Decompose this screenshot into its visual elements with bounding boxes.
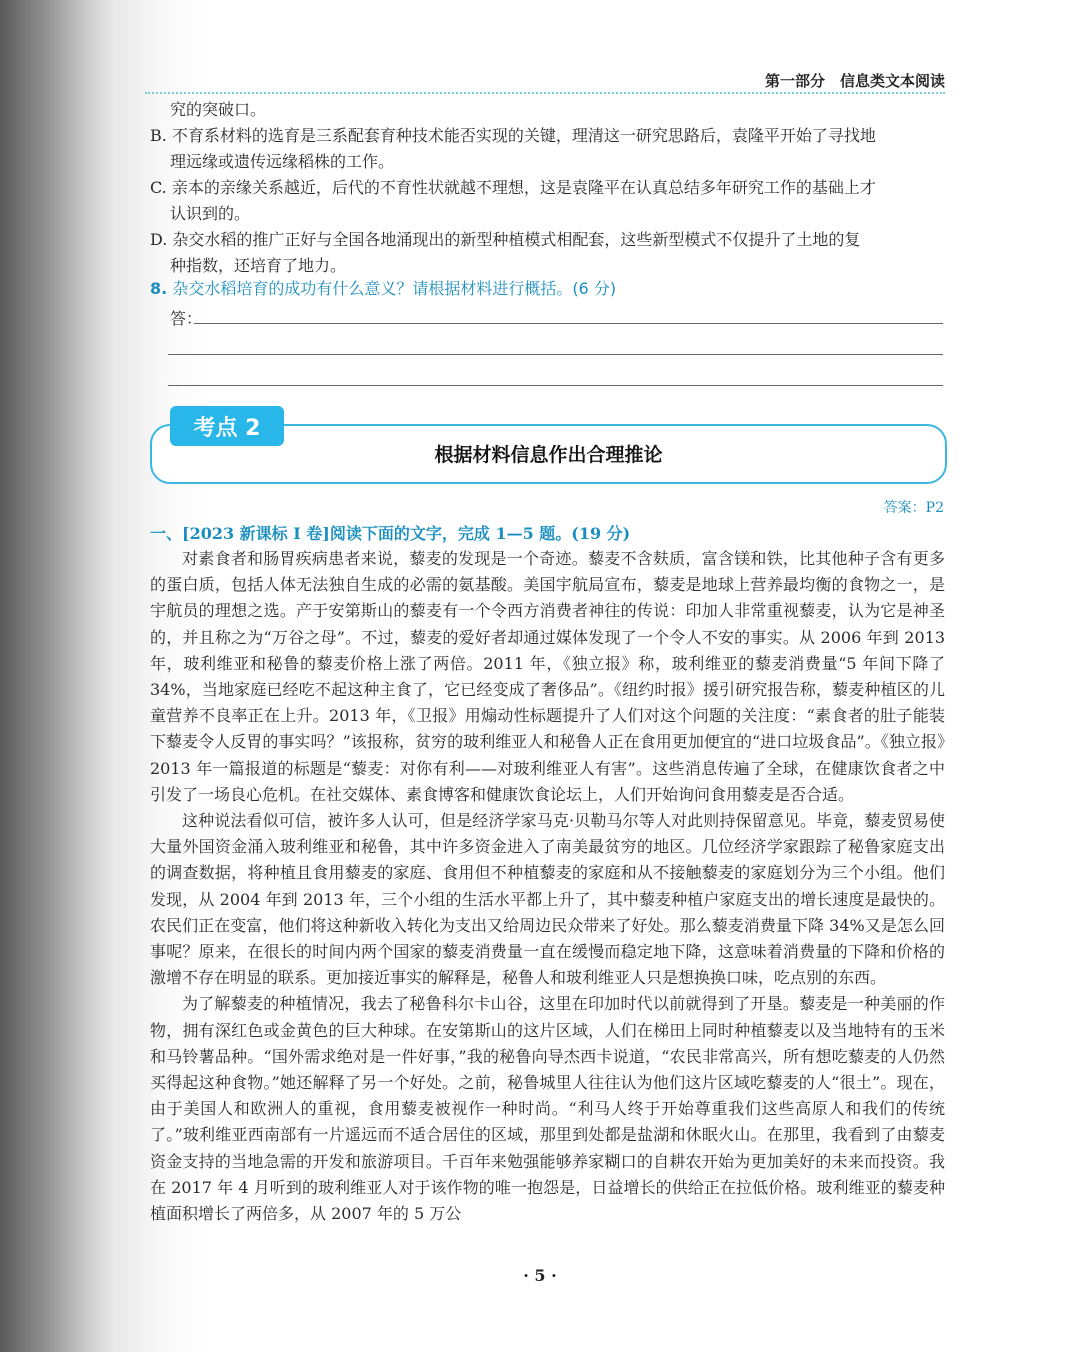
option-d xyxy=(150,227,945,279)
book-spine-shadow xyxy=(0,0,120,1352)
answer-label: 答： xyxy=(170,309,203,328)
answer-line-2[interactable] xyxy=(168,354,943,355)
option-d-line2: 种指数，还培育了地力。 xyxy=(170,256,347,275)
answer-line-3[interactable] xyxy=(168,385,943,386)
option-b-line1: B. 不育系材料的选育是三系配套育种技术能否实现的关键，理清这一研究思路后，袁隆平开始了寻找地 xyxy=(150,126,876,145)
section-heading: 一、[2023 新课标 Ⅰ 卷]阅读下面的文字，完成 1—5 题。(19 分) xyxy=(150,524,631,543)
passage-paragraph-3: 为了解藜麦的种植情况，我去了秘鲁科尔卡山谷，这里在印加时代以前就得到了开垦。藜麦是一种美丽的作物，拥有深红色或金黄色的巨大种球。在安第斯山的这片区域，人们在梯田上同时种植藜麦以及当地特有的玉米和马铃薯品种。“国外需求绝对是一件好事，”我的秘鲁向导杰西卡说道，“农民非常高兴，所有想吃藜麦的人仍然买得起这种食物。”她还解释了另一个好处。之前，秘鲁城里人往往认为他们这片区域吃藜麦的人“很土”。现在，由于美国人和欧洲人的重视，食用藜麦被视作一种时尚。“利马人终于开始尊重我们这些高原人和我们的传统了。”玻利维亚西南部有一片遥远而不适合居住的区域，那里到处都是盐湖和休眠火山。在那里，我看到了由藜麦资金支持的当地急需的开发和旅游项目。千百年来勉强能够养家糊口的自耕农开始为更加美好的未来而投资。我在 2017 年 4 月听到的玻利维亚人对于该作物的唯一抱怨是，日益增长的供给正在拉低价格。玻利维亚的藜麦种植面积增长了两倍多，从 2007 年的 5 万公 xyxy=(150,994,945,1224)
option-b-line2: 理远缘或遗传远缘稻株的工作。 xyxy=(170,152,395,171)
option-c-line1: C. 亲本的亲缘关系越近，后代的不育性状就越不理想，这是袁隆平在认真总结多年研究工作的基础上才 xyxy=(150,178,876,197)
question-8-number: 8. xyxy=(150,279,168,298)
passage xyxy=(150,546,945,1227)
option-c-line2: 认识到的。 xyxy=(170,204,251,223)
question-8-text: 杂交水稻培育的成功有什么意义？请根据材料进行概括。(6 分) xyxy=(172,279,617,298)
page-number: · 5 · xyxy=(523,1266,557,1285)
option-a-continuation: 究的突破口。 xyxy=(170,100,267,119)
option-b xyxy=(150,123,945,175)
kaodian-title: 根据材料信息作出合理推论 xyxy=(434,444,663,466)
passage-paragraph-2: 这种说法看似可信，被许多人认可，但是经济学家马克·贝勒马尔等人对此则持保留意见。毕竟，藜麦贸易使大量外国资金涌入玻利维亚和秘鲁，其中许多资金进入了南美最贫穷的地区。几位经济学家跟踪了秘鲁家庭支出的调查数据，将种植且食用藜麦的家庭、食用但不种植藜麦的家庭和从不接触藜麦的家庭划分为三个小组。他们发现，从 2004 年到 2013 年，三个小组的生活水平都上升了，其中藜麦种植户家庭支出的增长速度是最快的。农民们正在变富，他们将这种新收入转化为支出又给周边民众带来了好处。那么藜麦消费量下降 34%又是怎么回事呢？原来，在很长的时间内两个国家的藜麦消费量一直在缓慢而稳定地下降，这意味着消费量的下降和价格的激增不存在明显的联系。更加接近事实的解释是，秘鲁人和玻利维亚人只是想换换口味，吃点别的东西。 xyxy=(150,811,945,988)
kaodian-badge: 考点 2 xyxy=(170,406,284,446)
answer-reference: 答案：P2 xyxy=(883,500,944,516)
option-d-line1: D. 杂交水稻的推广正好与全国各地涌现出的新型种植模式相配套，这些新型模式不仅提升了土地的复 xyxy=(150,230,861,249)
question-8 xyxy=(150,276,616,299)
option-c xyxy=(150,175,945,227)
options-block xyxy=(150,97,945,279)
page-header-title: 第一部分 信息类文本阅读 xyxy=(764,72,945,90)
answer-line-1[interactable] xyxy=(194,323,943,324)
passage-paragraph-1: 对素食者和肠胃疾病患者来说，藜麦的发现是一个奇迹。藜麦不含麸质，富含镁和铁，比其他种子含有更多的蛋白质，包括人体无法独自生成的必需的氨基酸。美国宇航局宣布，藜麦是地球上营养最均衡的食物之一，是宇航员的理想之选。产于安第斯山的藜麦有一个令西方消费者神往的传说：印加人非常重视藜麦，认为它是神圣的，并且称之为“万谷之母”。不过，藜麦的爱好者却通过媒体发现了一个令人不安的事实。从 2006 年到 2013 年，玻利维亚和秘鲁的藜麦价格上涨了两倍。2011 年，《独立报》称，玻利维亚的藜麦消费量“5 年间下降了 34%，当地家庭已经吃不起这种主食了，它已经变成了奢侈品”。《纽约时报》援引研究报告称，藜麦种植区的儿童营养不良率正在上升。2013 年，《卫报》用煽动性标题提升了人们对这个问题的关注度：“素食者的肚子能装下藜麦令人反胃的事实吗？”该报称，贫穷的玻利维亚人和秘鲁人正在食用更加便宜的“进口垃圾食品”。《独立报》2013 年一篇报道的标题是“藜麦：对你有利——对玻利维亚人有害”。这些消息传遍了全球，在健康饮食者之中引发了一场良心危机。在社交媒体、素食博客和健康饮食论坛上，人们开始询问食用藜麦是否合适。 xyxy=(150,549,945,804)
header-divider xyxy=(145,92,945,94)
